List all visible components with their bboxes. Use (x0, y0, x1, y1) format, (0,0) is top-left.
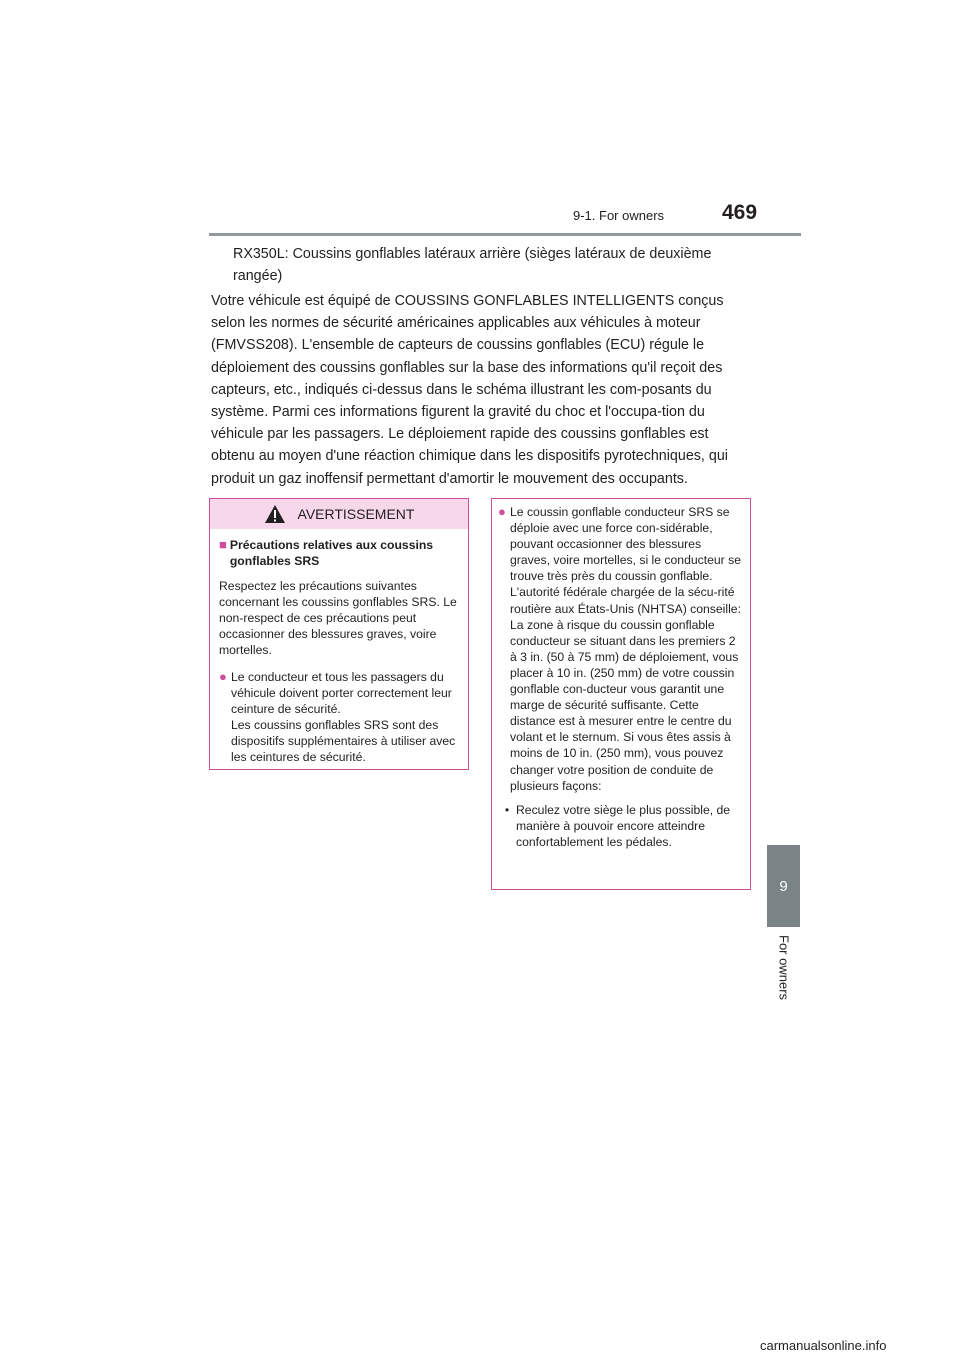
tick-mark: • (504, 802, 510, 817)
right-tick-text: Reculez votre siège le plus possible, de manière à pouvoir encore atteindre confortablement les pédales. (516, 802, 731, 849)
right-bullet-text: Le coussin gonflable conducteur SRS se déploie avec une force con-sidérable, pouvant occasionner des blessures graves, voire mortelles, si le conducteur se trouve très près du coussin gonflable. L'autorité fédérale chargée de la sécu-rité routière aux États-Unis (NHTSA) conseille: La zone à risque du coussin gonflable conducteur se situant dans les premiers 2 à 3 in. (50 à 75 mm) de déploiement, vous placer à 10 in. (250 mm) de votre coussin gonflable con-ducteur vous garantit une marge de sécurité suffisante. Cette distance est à mesurer entre le centre du volant et le sternum. Si vous êtes assis à moins de 10 in. (250 mm), vous pouvez changer votre position de conduite de plusieurs façons: (510, 505, 741, 793)
chapter-label: For owners (776, 935, 792, 1001)
warning-title: AVERTISSEMENT (297, 506, 415, 522)
right-tick-item (498, 802, 742, 850)
warning-header (210, 499, 468, 529)
chapter-number: 9 (779, 877, 788, 895)
section-title: 9-1. For owners (573, 208, 665, 223)
warning-text: Respectez les précautions suivantes concernant les coussins gonflables SRS. Le non-respect de ces précautions peut occasionner des blessures graves, voire mortelles. (219, 579, 457, 657)
warning-subheading (219, 537, 460, 569)
bullet-dot-icon: ● (219, 669, 227, 684)
warning-continuation-box (491, 498, 751, 890)
footer-watermark[interactable]: carmanualsonline.info (760, 1338, 887, 1353)
body-paragraph: Votre véhicule est équipé de COUSSINS GONFLABLES INTELLIGENTS conçus selon les normes de sécurité américaines applicables aux véhicules à moteur (FMVSS208). L'ensemble de capteurs de coussins gonflables (ECU) régule le déploiement des coussins gonflables sur la base des informations qu'il reçoit des capteurs, etc., indiqués ci-dessus dans le schéma illustrant les com-posants du système. Parmi ces informations figurent la gravité du choc et l'occupa-tion du véhicule par les passagers. Le déploiement rapide des coussins gonflables est obtenu au moyen d'une réaction chimique dans les dispositifs pyrotechniques, qui produit un gaz inoffensif permettant d'amortir le mouvement des occupants. (211, 293, 728, 487)
warning-bullet (219, 669, 460, 765)
square-bullet-icon: ■ (219, 537, 227, 552)
warning-box (209, 498, 469, 770)
bullet-dot-icon: ● (498, 504, 506, 519)
intro-line: RX350L: Coussins gonflables latéraux arrière (sièges latéraux de deuxième rangée) (233, 246, 712, 284)
warning-subheading-text: Précautions relatives aux coussins gonflables SRS (229, 538, 434, 568)
warning-bullet-text: Le conducteur et tous les passagers du véhicule doivent porter correctement leur ceinture de sécurité. Les coussins gonflables SRS sont des dispositifs supplémentaires à utiliser avec les ceintures de sécurité. (231, 670, 456, 764)
right-bullet (498, 504, 742, 794)
header-rule (209, 233, 801, 236)
chapter-tab[interactable] (767, 845, 800, 927)
warning-triangle-icon (264, 504, 286, 524)
page-number: 469 (722, 201, 758, 224)
